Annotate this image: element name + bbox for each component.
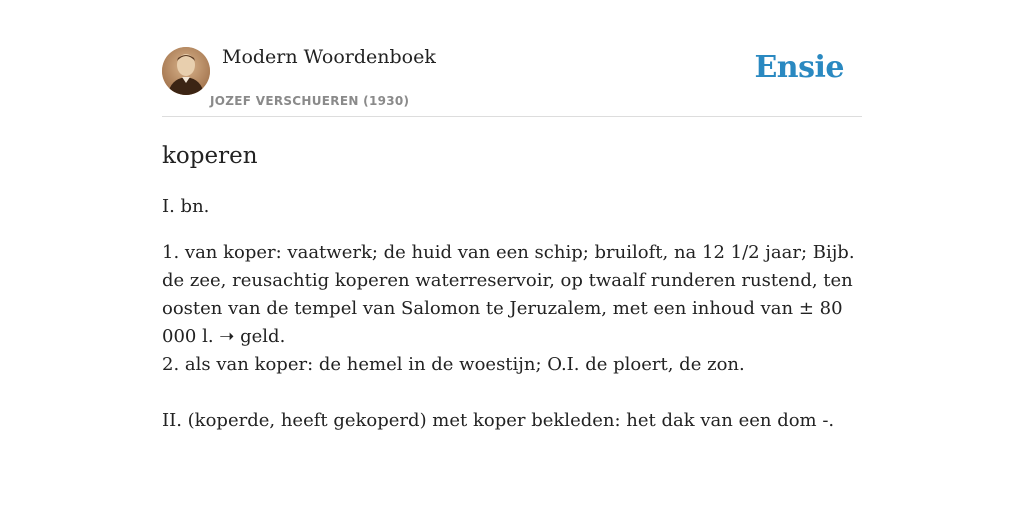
cross-reference-word: geld — [240, 326, 280, 347]
entry-headword: koperen — [162, 143, 258, 169]
part-2-definition: II. (koperde, heeft gekoperd) met koper bekleden: het dak van een dom -. — [162, 410, 835, 431]
sense-1 — [162, 239, 862, 351]
cross-reference-link[interactable] — [219, 326, 279, 347]
part-of-speech-label: I. bn. — [162, 196, 210, 217]
brand-logo[interactable]: Ensie — [754, 50, 844, 85]
source-title[interactable]: Modern Woordenboek — [222, 46, 436, 68]
arrow-right-icon: ➝ — [219, 326, 235, 347]
source-header — [162, 0, 862, 117]
author-portrait-icon[interactable] — [162, 47, 210, 95]
entry-page — [162, 0, 862, 435]
sense-list — [162, 239, 862, 379]
source-author[interactable]: JOZEF VERSCHUEREN (1930) — [210, 94, 410, 108]
sense-1-end: . — [279, 326, 286, 347]
sense-2: 2. als van koper: de hemel in de woestijn; O.I. de ploert, de zon. — [162, 354, 745, 375]
sense-1-text: 1. van koper: vaatwerk; de huid van een schip; bruiloft, na 12 1/2 jaar; Bijb. de zee, reusachtig koperen waterreservoir, op twaalf runderen rustend, ten oosten van de tempel van Salomon te Jeruzalem, met een inhoud van ± 80 000 l. — [162, 242, 855, 347]
